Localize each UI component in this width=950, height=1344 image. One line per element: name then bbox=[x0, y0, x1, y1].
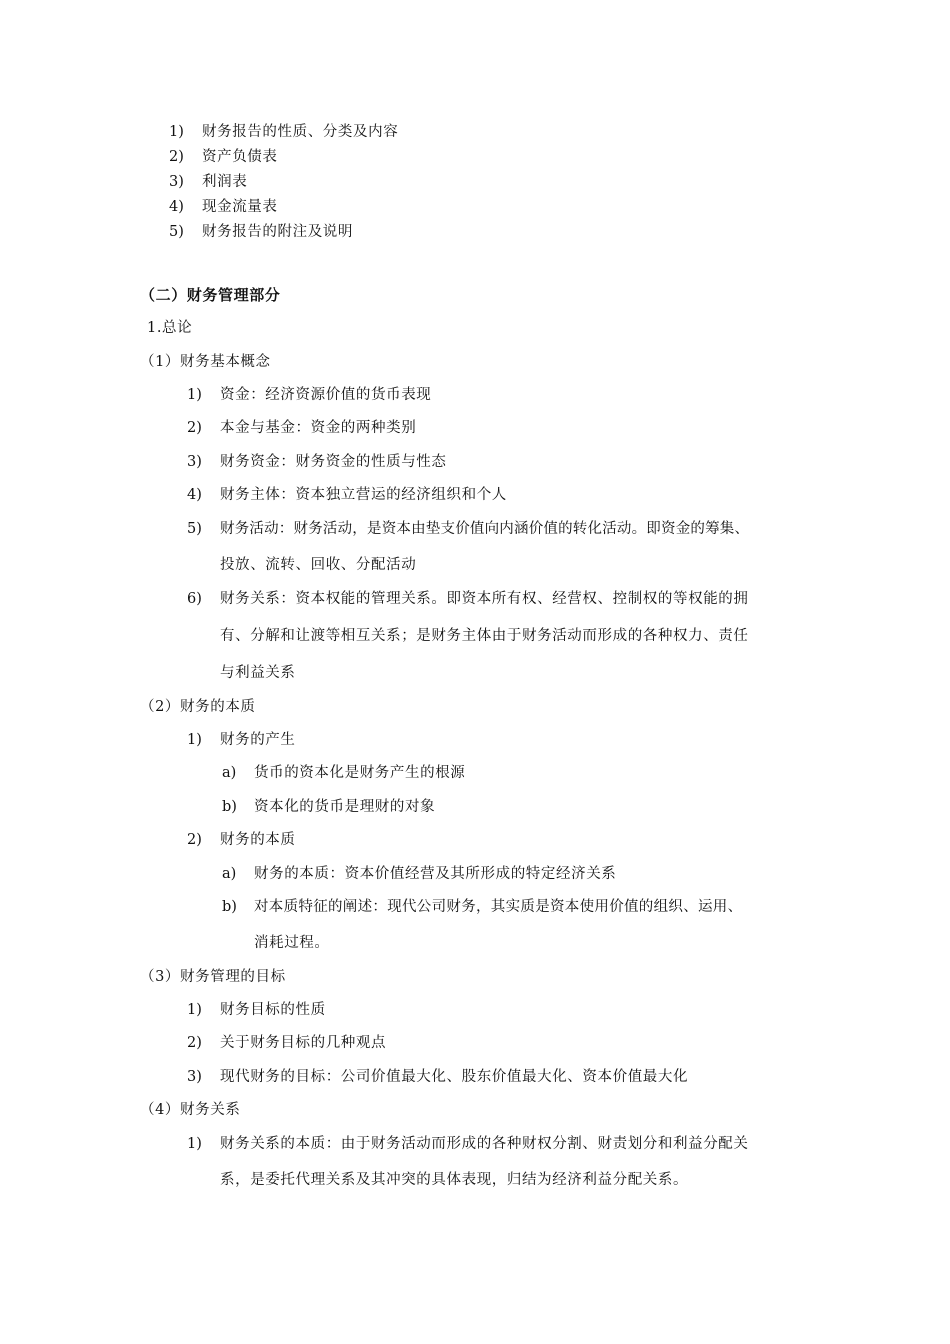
list-item: 资金：经济资源价值的货币表现 bbox=[220, 387, 432, 403]
list-item-continuation: 系，是委托代理关系及其冲突的具体表现，归结为经济利益分配关系。 bbox=[220, 1172, 689, 1188]
list-item: 现代财务的目标：公司价值最大化、股东价值最大化、资本价值最大化 bbox=[220, 1069, 689, 1085]
list-item: 财务的本质 bbox=[220, 832, 296, 848]
list-item: 货币的资本化是财务产生的根源 bbox=[254, 765, 466, 781]
list-number: 3) bbox=[187, 454, 202, 470]
list-item: 现金流量表 bbox=[202, 199, 278, 215]
list-number: 2) bbox=[187, 832, 202, 848]
list-item: 财务主体：资本独立营运的经济组织和个人 bbox=[220, 487, 507, 503]
list-letter: a) bbox=[222, 765, 237, 781]
list-number: 4) bbox=[187, 487, 202, 503]
list-item-continuation: 有、分解和让渡等相互关系；是财务主体由于财务活动而形成的各种权力、责任 bbox=[220, 628, 749, 644]
subsection-heading: （4）财务关系 bbox=[140, 1102, 241, 1118]
list-item: 对本质特征的阐述：现代公司财务，其实质是资本使用价值的组织、运用、 bbox=[254, 899, 743, 915]
list-item: 资本化的货币是理财的对象 bbox=[254, 799, 436, 815]
list-item: 关于财务目标的几种观点 bbox=[220, 1035, 387, 1051]
list-number: 3) bbox=[187, 1069, 202, 1085]
list-number: 1) bbox=[169, 124, 184, 140]
list-number: 5) bbox=[187, 521, 202, 537]
list-number: 2) bbox=[187, 1035, 202, 1051]
list-item: 财务关系的本质：由于财务活动而形成的各种财权分割、财责划分和利益分配关 bbox=[220, 1136, 749, 1152]
subsection-heading: （3）财务管理的目标 bbox=[140, 969, 286, 985]
list-item: 财务的产生 bbox=[220, 732, 296, 748]
list-item: 本金与基金：资金的两种类别 bbox=[220, 420, 417, 436]
list-number: 1) bbox=[187, 1002, 202, 1018]
list-item: 利润表 bbox=[202, 174, 248, 190]
list-item-continuation: 投放、流转、回收、分配活动 bbox=[220, 557, 417, 573]
list-item: 财务关系：资本权能的管理关系。即资本所有权、经营权、控制权的等权能的拥 bbox=[220, 591, 749, 607]
list-item: 财务资金：财务资金的性质与性态 bbox=[220, 454, 447, 470]
list-item: 财务的本质：资本价值经营及其所形成的特定经济关系 bbox=[254, 866, 617, 882]
list-item: 财务报告的性质、分类及内容 bbox=[202, 124, 399, 140]
list-number: 6) bbox=[187, 591, 202, 607]
list-number: 1) bbox=[187, 387, 202, 403]
list-item: 财务报告的附注及说明 bbox=[202, 224, 353, 240]
list-item: 财务目标的性质 bbox=[220, 1002, 326, 1018]
list-number: 1) bbox=[187, 1136, 202, 1152]
list-item: 资产负债表 bbox=[202, 149, 278, 165]
list-letter: b) bbox=[222, 799, 237, 815]
subsection-heading: （1）财务基本概念 bbox=[140, 354, 271, 370]
list-letter: b) bbox=[222, 899, 237, 915]
subsection-heading: （2）财务的本质 bbox=[140, 699, 256, 715]
list-number: 5) bbox=[169, 224, 184, 240]
chapter-heading: 1.总论 bbox=[147, 320, 193, 336]
list-letter: a) bbox=[222, 866, 237, 882]
list-item-continuation: 消耗过程。 bbox=[254, 935, 330, 951]
list-number: 2) bbox=[169, 149, 184, 165]
list-number: 3) bbox=[169, 174, 184, 190]
section-title: （二）财务管理部分 bbox=[140, 286, 281, 304]
list-number: 1) bbox=[187, 732, 202, 748]
list-item-continuation: 与利益关系 bbox=[220, 665, 296, 681]
list-number: 4) bbox=[169, 199, 184, 215]
list-item: 财务活动：财务活动，是资本由垫支价值向内涵价值的转化活动。即资金的筹集、 bbox=[220, 521, 750, 537]
list-number: 2) bbox=[187, 420, 202, 436]
